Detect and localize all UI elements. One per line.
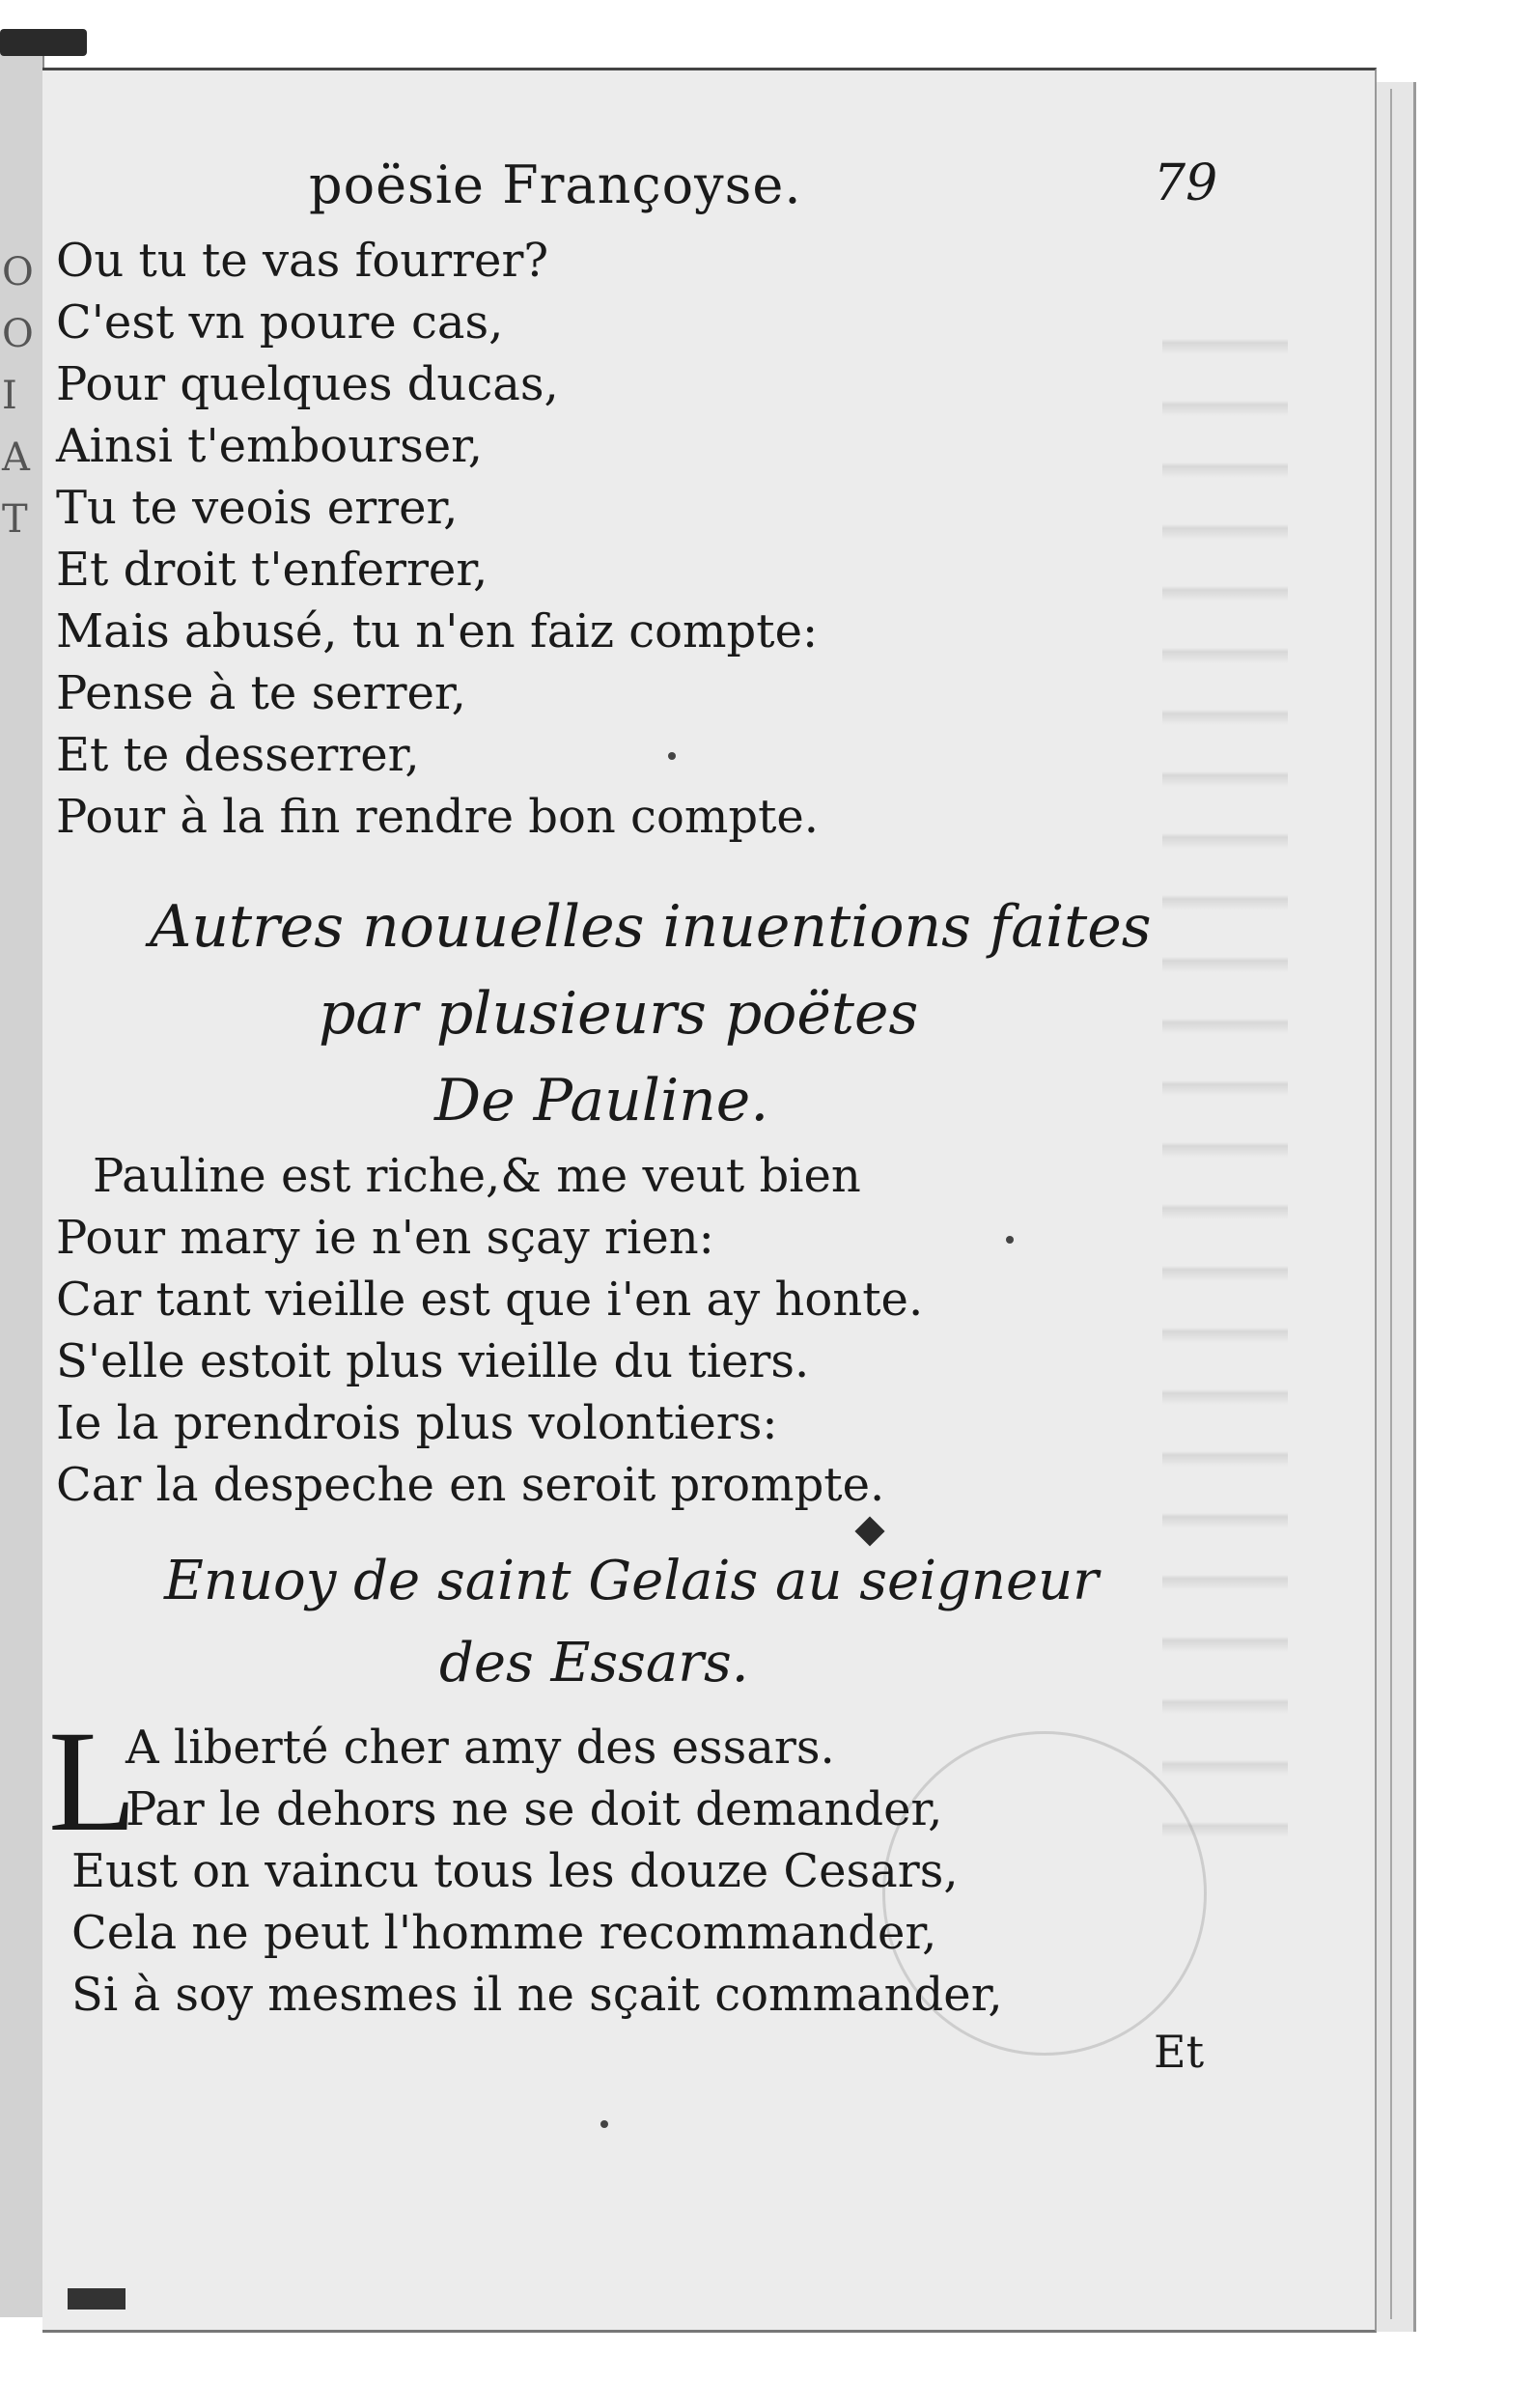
verse-line: S'elle estoit plus vieille du tiers.	[56, 1334, 810, 1388]
poem-stanza-1	[56, 230, 819, 848]
verse-line: Et droit t'enferrer,	[56, 543, 488, 597]
poem-pauline	[56, 1145, 923, 1516]
verse-line: Pauline est riche,& me veut bien	[93, 1149, 861, 1203]
margin-mark: A	[2, 435, 30, 480]
verse-line: Si à soy mesmes il ne sçait commander,	[71, 1968, 1003, 2022]
ink-speck	[1006, 1236, 1014, 1244]
verse-line: Et te desserrer,	[56, 728, 420, 782]
verse-line: Cela ne peut l'homme recommander,	[71, 1906, 937, 1960]
verse-line: C'est vn poure cas,	[56, 295, 504, 350]
verse-line: A liberté cher amy des essars.	[126, 1721, 835, 1775]
section-title-line: par plusieurs poëtes	[319, 980, 919, 1048]
ink-speck	[668, 752, 676, 760]
margin-mark: O	[2, 312, 34, 356]
binding-bottom-edge	[68, 2288, 126, 2310]
page-number: 79	[1154, 154, 1218, 212]
verse-line: Par le dehors ne se doit demander,	[126, 1782, 943, 1836]
verse-line: Pour à la fin rendre bon compte.	[56, 790, 820, 844]
binding-top-edge	[0, 29, 87, 56]
margin-mark: T	[2, 497, 28, 542]
verse-line: Car la despeche en seroit prompte.	[56, 1458, 885, 1512]
section-subtitle: De Pauline.	[434, 1067, 769, 1134]
margin-mark: I	[2, 374, 17, 418]
verse-line: Ainsi t'embourser,	[56, 419, 484, 473]
show-through-text	[1162, 293, 1288, 1837]
ink-speck	[600, 2120, 608, 2128]
verse-line: Pour quelques ducas,	[56, 357, 559, 411]
margin-marks	[2, 241, 34, 550]
section-title-line: Autres nouuelles inuentions faites	[150, 893, 1152, 961]
verse-line: Mais abusé, tu n'en faiz compte:	[56, 604, 819, 658]
running-title: poësie Françoyse.	[309, 154, 802, 215]
margin-mark: O	[2, 250, 34, 294]
verse-line: Car tant vieille est que i'en ay honte.	[56, 1273, 924, 1327]
verse-line: Ou tu te vas fourrer?	[56, 234, 549, 288]
drop-capital: L	[48, 1701, 137, 1862]
verse-line: Pense à te serrer,	[56, 666, 466, 720]
verse-line: Eust on vaincu tous les douze Cesars,	[71, 1844, 959, 1898]
verse-line: Pour mary ie n'en sçay rien:	[56, 1211, 714, 1265]
section-title-line: des Essars.	[439, 1632, 749, 1694]
section-title-line: Enuoy de saint Gelais au seigneur	[164, 1550, 1099, 1612]
verse-line: Tu te veois errer,	[56, 481, 459, 535]
verse-line: Ie la prendrois plus volontiers:	[56, 1396, 778, 1450]
catchword: Et	[1154, 2026, 1205, 2078]
poem-envoy	[71, 1717, 1003, 2026]
